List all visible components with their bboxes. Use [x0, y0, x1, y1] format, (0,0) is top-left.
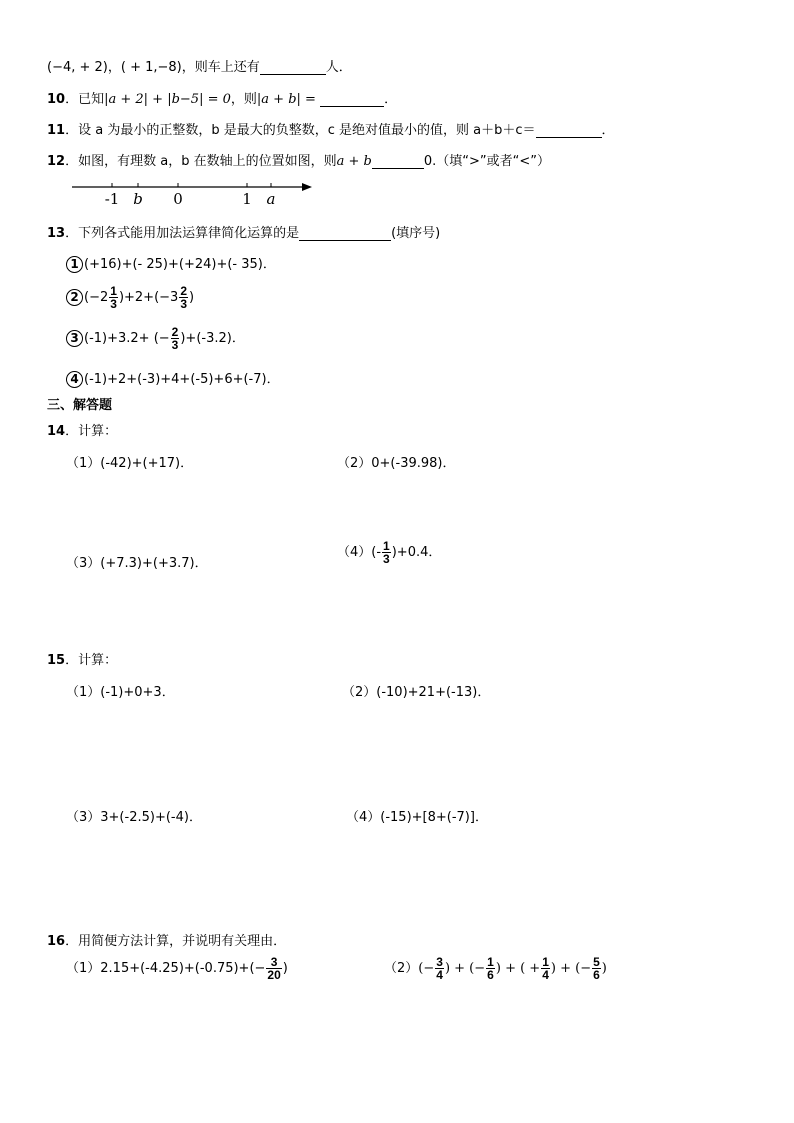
- option-3: 3 (-1)+3.2+ (− $\frac{2}{3}$ )+(-3.2)．: [66, 326, 245, 351]
- section-heading: 三、解答题: [47, 398, 113, 413]
- axis-arrow: [302, 183, 312, 191]
- question-11: 11．设 a 为最小的正整数，b 是最大的负整数，c 是绝对值最小的值，则 a＋b＋c＝ ．: [47, 123, 615, 138]
- label-zero: 0: [173, 190, 183, 208]
- fraction: $\frac{3}{4}$: [436, 955, 443, 982]
- question-number: 12: [47, 154, 66, 169]
- option-4: 4 (-1)+2+(-3)+4+(-5)+6+(-7)．: [66, 368, 280, 388]
- fraction: $\frac{2}{3}$: [171, 325, 179, 352]
- label-a: a: [266, 190, 276, 208]
- circled-number: 4: [66, 371, 83, 388]
- fraction: $\frac{3}{20}$: [267, 955, 281, 982]
- q16-part1: （1）2.15+(-4.25)+(-0.75)+(− $\frac{3}{20}$ ): [66, 955, 288, 982]
- fraction: $\frac{2}{3}$: [180, 284, 187, 311]
- fraction: $\frac{1}{3}$: [110, 284, 117, 311]
- label-b: b: [133, 190, 143, 208]
- q14-part4: （4）(- $\frac{1}{3}$ )+0.4．: [337, 539, 442, 566]
- question-number: 13: [47, 226, 66, 241]
- q15-part2: （2）(-10)+21+(-13)．: [342, 685, 491, 700]
- number-line: [70, 178, 320, 210]
- circled-number: 3: [66, 330, 83, 347]
- math-expression: a + b: [336, 154, 372, 169]
- answer-blank[interactable]: [536, 124, 602, 138]
- q15-part3: （3）3+(-2.5)+(-4)．: [66, 810, 202, 825]
- fraction: $\frac{5}{6}$: [593, 955, 600, 982]
- answer-blank[interactable]: [260, 61, 326, 75]
- q14-part1: （1）(-42)+(+17)．: [66, 456, 194, 471]
- question-number: 15: [47, 653, 66, 668]
- answer-blank[interactable]: [320, 93, 384, 107]
- fraction: $\frac{1}{4}$: [542, 955, 549, 982]
- question-number: 14: [47, 424, 66, 439]
- circled-number: 2: [66, 289, 83, 306]
- label-neg1: -1: [104, 190, 120, 208]
- question-14: 14．计算：: [47, 424, 118, 439]
- circled-number: 1: [66, 256, 83, 273]
- math-expression: |a + 2| + |b−5| = 0: [104, 92, 231, 107]
- q16-part2: （2）(− $\frac{3}{4}$ ) + (− $\frac{1}{6}$ ) + ( + $\frac{1}{4}$ ) + (− $\frac{5}{6}$ ): [384, 955, 607, 982]
- question-16: 16．用简便方法计算，并说明有关理由．: [47, 934, 287, 949]
- q15-part1: （1）(-1)+0+3．: [66, 685, 175, 700]
- q14-part2: （2）0+(-39.98)．: [337, 456, 456, 471]
- label-one: 1: [242, 190, 252, 208]
- top-line: (−4, + 2)，( + 1,−8)，则车上还有 人．: [47, 60, 352, 75]
- q14-part3: （3）(+7.3)+(+3.7)．: [66, 556, 208, 571]
- answer-blank[interactable]: [372, 155, 424, 169]
- fraction: $\frac{1}{6}$: [487, 955, 494, 982]
- question-15: 15．计算：: [47, 653, 118, 668]
- question-number: 16: [47, 934, 66, 949]
- top-line-text: (−4, + 2)，( + 1,−8)，则车上还有: [47, 60, 260, 75]
- option-1: 1 (+16)+(- 25)+(+24)+(- 35)．: [66, 253, 276, 273]
- question-number: 10: [47, 92, 66, 107]
- question-12: 12．如图，有理数 a，b 在数轴上的位置如图，则a + b 0.（填“>”或者“<”）: [47, 154, 550, 169]
- fraction: $\frac{1}{3}$: [383, 539, 390, 566]
- question-10: 10．已知|a + 2| + |b−5| = 0，则|a + b| = ．: [47, 92, 398, 107]
- question-13: 13．下列各式能用加法运算律简化运算的是 (填序号): [47, 226, 441, 241]
- answer-blank[interactable]: [299, 227, 391, 241]
- q15-part4: （4）(-15)+[8+(-7)]．: [346, 810, 488, 825]
- question-number: 11: [47, 123, 66, 138]
- option-2: 2 (−2 $\frac{1}{3}$ )+2+(−3 $\frac{2}{3}$ ): [66, 285, 194, 310]
- math-expression: |a + b| =: [256, 92, 316, 107]
